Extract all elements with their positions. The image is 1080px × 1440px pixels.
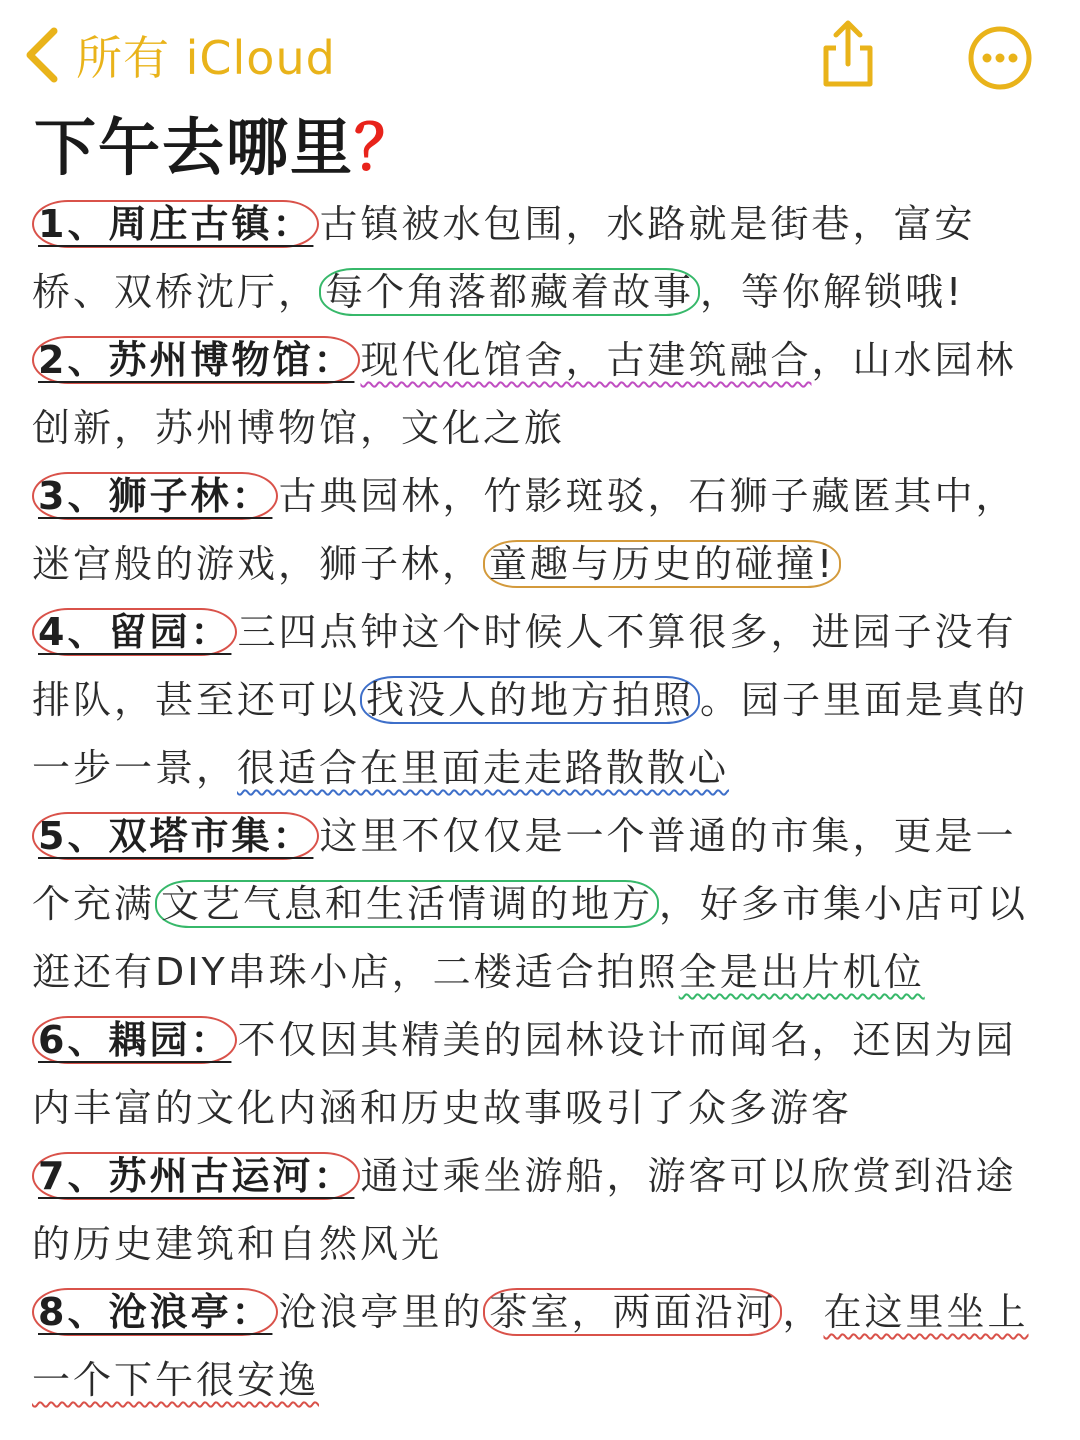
entry-highlight: 文艺气息和生活情调的地方: [155, 880, 659, 928]
entry-grand-canal: [32, 1142, 1048, 1278]
entry-text: 通过乘坐游船，游客可以欣赏到沿途的历史建筑和自然风光: [32, 1154, 1017, 1266]
entry-zhouzhuang: [32, 190, 1048, 326]
back-label: 所有 iCloud: [76, 31, 336, 85]
entry-highlight: 在这里坐上一个下午很安逸: [32, 1290, 1029, 1402]
entry-highlight: 童趣与历史的碰撞!: [483, 540, 841, 588]
entry-lingering-garden: [32, 598, 1048, 802]
more-icon[interactable]: [966, 24, 1034, 92]
entry-highlight: 现代化馆舍，古建筑融合: [360, 338, 812, 382]
entry-text: 不仅因其精美的园林设计而闻名，还因为园内丰富的文化内涵和历史故事吸引了众多游客: [32, 1018, 1017, 1130]
entry-text: ，好多市集小店可以逛还有DIY串珠小店，二楼适合拍照: [32, 882, 1029, 994]
note-title-text: 下午去哪里: [34, 111, 355, 184]
entry-couple-garden: [32, 1006, 1048, 1142]
entry-label: 6、耦园：: [32, 1016, 237, 1064]
note-body[interactable]: [32, 190, 1048, 1414]
entry-text: 三四点钟这个时候人不算很多，进园子没有排队，甚至还可以: [32, 610, 1017, 722]
chevron-left-icon: [22, 25, 62, 85]
entry-label: 8、沧浪亭：: [32, 1288, 278, 1336]
note-title: [34, 108, 418, 188]
entry-text: ，: [782, 1290, 824, 1334]
entry-text: 。园子里面是真的一步一景，: [32, 678, 1029, 790]
title-question-mark: ？: [354, 111, 419, 184]
nav-bar: [0, 0, 1080, 110]
entry-label: 4、留园：: [32, 608, 237, 656]
entry-twin-tower-market: [32, 802, 1048, 1006]
entry-label: 2、苏州博物馆：: [32, 336, 360, 384]
entry-text: ，等你解锁哦!: [700, 270, 965, 314]
entry-highlight: 每个角落都藏着故事: [319, 268, 700, 316]
entry-text: 古典园林，竹影斑驳，石狮子藏匿其中，迷宫般的游戏，狮子林，: [32, 474, 1017, 586]
entry-highlight: 茶室，两面沿河: [483, 1288, 782, 1336]
entry-highlight: 找没人的地方拍照: [360, 676, 700, 724]
entry-highlight: 全是出片机位: [678, 950, 925, 994]
entry-label: 1、周庄古镇：: [32, 200, 319, 248]
entry-text: 这里不仅仅是一个普通的市集，更是一个充满: [32, 814, 1017, 926]
share-icon[interactable]: [812, 18, 884, 90]
entry-suzhou-museum: [32, 326, 1048, 462]
entry-text: 古镇被水包围，水路就是街巷，富安桥、双桥沈厅，: [32, 202, 976, 314]
entry-canglang-pavilion: [32, 1278, 1048, 1414]
entry-label: 3、狮子林：: [32, 472, 278, 520]
entry-highlight: 很适合在里面走走路散散心: [237, 746, 730, 790]
entry-label: 7、苏州古运河：: [32, 1152, 360, 1200]
entry-label: 5、双塔市集：: [32, 812, 319, 860]
entry-text: ，山水园林创新，苏州博物馆，文化之旅: [32, 338, 1017, 450]
back-button[interactable]: [22, 22, 336, 88]
entry-lion-grove: [32, 462, 1048, 598]
entry-text: 沧浪亭里的: [278, 1290, 484, 1334]
